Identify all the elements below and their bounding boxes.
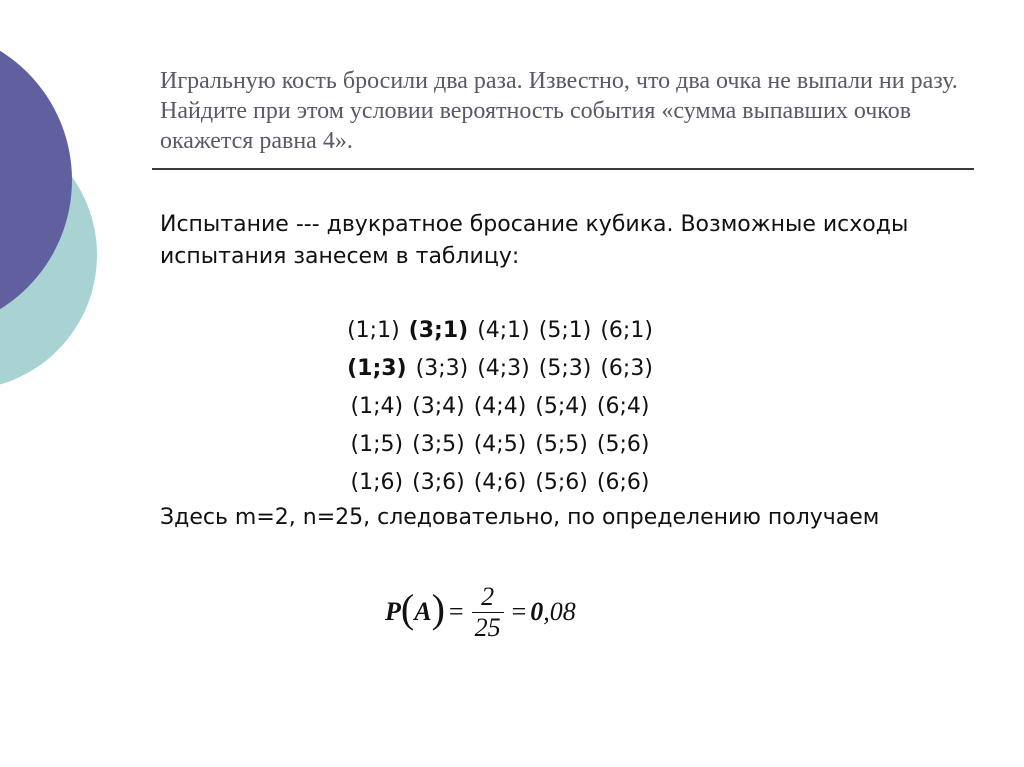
outcome-pair-favorable: (3;1) xyxy=(408,318,469,343)
outcome-pair: (4;1) xyxy=(477,318,530,343)
outcome-pair: (5;1) xyxy=(538,318,592,343)
formula-close-paren: ) xyxy=(431,586,445,631)
decorative-circles xyxy=(0,0,120,420)
outcome-pair: (4;5) xyxy=(473,432,527,457)
outcome-row xyxy=(240,312,760,350)
formula-event-a: A xyxy=(414,597,432,626)
probability-formula xyxy=(385,582,576,642)
intro-text: Испытание --- двукратное бросание кубика. Возможные исходы испытания занесем в таблицу: xyxy=(160,212,909,269)
outcome-pair: (6;3) xyxy=(600,356,653,381)
outcome-pair-favorable: (1;3) xyxy=(347,356,407,381)
outcome-pair: (3;3) xyxy=(415,356,469,381)
outcome-pair: (1;1) xyxy=(347,318,400,343)
outcome-pair: (3;6) xyxy=(412,470,465,495)
outcome-pair: (4;6) xyxy=(473,470,527,495)
outcome-pair: (5;3) xyxy=(538,356,592,381)
outcome-row xyxy=(240,464,760,502)
formula-result-frac: ,08 xyxy=(543,597,576,626)
outcome-row xyxy=(240,350,760,388)
formula-result-int: 0 xyxy=(530,597,544,626)
formula-denominator: 25 xyxy=(474,612,501,642)
outcome-pair: (1;5) xyxy=(350,432,404,457)
outcome-pair: (3;5) xyxy=(412,432,465,457)
outcome-pair: (6;1) xyxy=(600,318,653,343)
formula-equals-2: = xyxy=(511,597,527,626)
outcome-pair: (1;4) xyxy=(350,394,404,419)
title-divider xyxy=(152,168,974,170)
outcome-pair: (4;4) xyxy=(473,394,527,419)
outcome-pair: (5;6) xyxy=(596,432,650,457)
conclusion-text: Здесь m=2, n=25, следовательно, по определению получаем xyxy=(160,505,880,530)
formula-p-symbol: P xyxy=(385,597,401,626)
outcomes-table xyxy=(240,312,760,502)
formula-equals-1: = xyxy=(448,597,464,626)
outcome-pair: (5;4) xyxy=(535,394,588,419)
outcome-pair: (5;6) xyxy=(535,470,588,495)
outcome-pair: (4;3) xyxy=(477,356,530,381)
outcome-pair: (6;6) xyxy=(596,470,650,495)
outcome-row xyxy=(240,426,760,464)
slide-title: Игральную кость бросили два раза. Известно, что два очка не выпали ни разу. Найдите при этом условии вероятность события «сумма выпавших очков окажется равна 4». xyxy=(160,68,958,154)
formula-open-paren: ( xyxy=(400,586,415,631)
outcome-pair: (6;4) xyxy=(596,394,650,419)
formula-fraction xyxy=(472,581,504,642)
outcome-pair: (1;6) xyxy=(350,470,404,495)
formula-numerator: 2 xyxy=(481,581,495,611)
outcome-row xyxy=(240,388,760,426)
outcome-pair: (3;4) xyxy=(412,394,465,419)
outcome-pair: (5;5) xyxy=(535,432,588,457)
